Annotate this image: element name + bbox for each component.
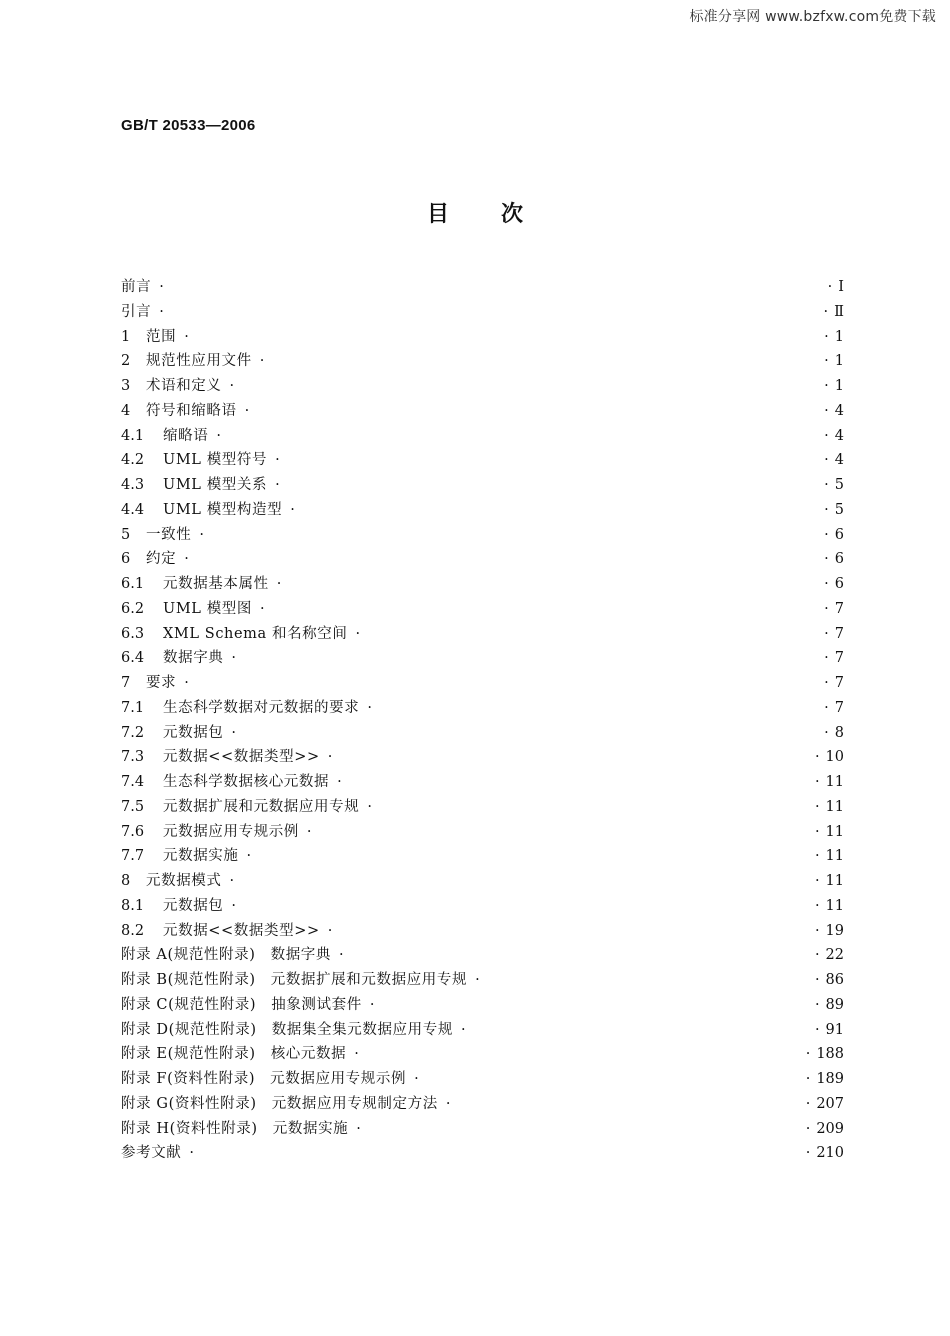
leader-dot: · <box>354 1046 359 1063</box>
toc-entry-page: 1 <box>834 328 844 345</box>
toc-entry-title: 符号和缩略语 <box>146 402 237 419</box>
toc-entry[interactable] <box>121 1092 844 1117</box>
standard-code: GB/T 20533—2006 <box>121 117 256 134</box>
leader-dot: · <box>824 402 829 419</box>
leader-dot: · <box>814 749 820 766</box>
toc-entry-number: 8.2 <box>121 922 145 939</box>
toc-entry[interactable] <box>121 399 844 424</box>
leader-dot: · <box>824 452 829 469</box>
toc-entry-title: 附录 F(资料性附录) 元数据应用专规示例 <box>121 1071 407 1087</box>
toc-entry-title: 一致性 <box>146 526 192 543</box>
leader-dot: · <box>824 699 829 716</box>
toc-entry-number: 7.1 <box>121 699 145 716</box>
leader-dot: · <box>814 922 820 939</box>
toc-entry-title: XML Schema 和名称空间 <box>163 625 348 642</box>
leader-dot: · <box>814 897 820 914</box>
leader-dot: · <box>369 996 375 1013</box>
toc-entry-number: 7.6 <box>121 823 145 840</box>
leader-dot: · <box>824 526 829 543</box>
toc-entry-number: 4.2 <box>121 452 145 469</box>
leader-dot: · <box>445 1095 451 1112</box>
leader-dot: · <box>814 972 820 988</box>
leader-dot: · <box>824 378 829 394</box>
toc-entry[interactable] <box>121 1067 844 1092</box>
leader-dot: · <box>275 477 280 493</box>
leader-dot: · <box>229 378 235 394</box>
toc-entry-page: Ⅰ <box>838 279 844 295</box>
toc-entry-page: 11 <box>825 774 844 790</box>
leader-dot: · <box>246 848 252 865</box>
toc-entry[interactable] <box>121 523 844 548</box>
toc-entry-title: 元数据扩展和元数据应用专规 <box>163 798 360 815</box>
toc-entry-number: 4.1 <box>121 427 145 444</box>
toc-entry-number: 7.2 <box>121 724 145 741</box>
toc-entry-number: 7.3 <box>121 749 145 766</box>
toc-entry-number: 4 <box>121 402 131 419</box>
leader-dot: · <box>824 600 829 617</box>
toc-entry-page: 7 <box>834 600 844 617</box>
leader-dot: · <box>823 303 829 320</box>
leader-dot: · <box>475 972 480 988</box>
watermark: 标准分享网 www.bzfxw.com免费下载 <box>689 9 936 25</box>
leader-dot: · <box>339 947 344 964</box>
toc-entry-title: 元数据包 <box>163 897 224 914</box>
toc-entry-number: 2 <box>121 353 131 370</box>
leader-dot: · <box>356 1120 361 1137</box>
toc-entry-title: 引言 <box>121 303 152 320</box>
toc-entry-number: 3 <box>121 378 131 394</box>
leader-dot: · <box>824 650 829 667</box>
toc-entry[interactable] <box>121 943 844 968</box>
leader-dot: · <box>327 749 333 766</box>
toc-entry-title: 数据字典 <box>163 650 224 667</box>
toc-entry[interactable] <box>121 894 844 919</box>
toc-entry[interactable] <box>121 448 844 473</box>
toc-entry[interactable] <box>121 696 844 721</box>
leader-dot: · <box>814 774 820 790</box>
toc-entry[interactable] <box>121 300 844 325</box>
toc-entry-title: 缩略语 <box>163 427 209 444</box>
toc-entry-title: 术语和定义 <box>146 378 222 394</box>
table-of-contents <box>121 275 844 1166</box>
leader-dot: · <box>814 798 820 815</box>
toc-entry[interactable] <box>121 869 844 894</box>
leader-dot: · <box>159 303 164 320</box>
toc-entry-number: 7.4 <box>121 774 145 790</box>
leader-dot: · <box>355 625 361 642</box>
toc-entry-page: 5 <box>834 501 844 518</box>
leader-dot: · <box>805 1120 811 1137</box>
leader-dot: · <box>229 873 235 889</box>
toc-entry-page: 6 <box>834 576 844 592</box>
toc-entry[interactable] <box>121 424 844 449</box>
toc-entry-page: 11 <box>825 873 844 889</box>
toc-entry-title: 元数据基本属性 <box>163 576 269 592</box>
toc-entry-page: 11 <box>825 798 844 815</box>
leader-dot: · <box>805 1145 811 1162</box>
leader-dot: · <box>184 328 189 345</box>
toc-entry-title: 附录 B(规范性附录) 元数据扩展和元数据应用专规 <box>121 972 468 988</box>
toc-entry-title: 前言 <box>121 279 152 295</box>
toc-entry-page: 4 <box>834 402 844 419</box>
toc-entry-title: 参考文献 <box>121 1145 182 1162</box>
toc-entry-page: 7 <box>834 625 844 642</box>
toc-entry-page: 1 <box>834 378 844 394</box>
toc-entry-title: 要求 <box>146 675 177 691</box>
toc-entry-page: 10 <box>825 749 844 766</box>
leader-dot: · <box>276 576 282 592</box>
toc-entry-number: 6.4 <box>121 650 145 667</box>
toc-entry-number: 4.4 <box>121 501 145 518</box>
toc-entry[interactable] <box>121 1018 844 1043</box>
toc-entry-page: 19 <box>825 922 844 939</box>
toc-entry-page: 210 <box>816 1145 844 1162</box>
leader-dot: · <box>824 328 829 345</box>
toc-entry-title: 生态科学数据核心元数据 <box>163 774 330 790</box>
toc-entry[interactable] <box>121 349 844 374</box>
toc-entry[interactable] <box>121 820 844 845</box>
toc-entry-page: 11 <box>825 848 844 865</box>
leader-dot: · <box>159 279 164 295</box>
leader-dot: · <box>184 551 189 568</box>
leader-dot: · <box>824 501 829 518</box>
leader-dot: · <box>824 724 829 741</box>
toc-entry-number: 5 <box>121 526 131 543</box>
leader-dot: · <box>824 576 829 592</box>
leader-dot: · <box>805 1071 811 1087</box>
toc-entry[interactable] <box>121 1117 844 1142</box>
toc-entry[interactable] <box>121 622 844 647</box>
toc-entry[interactable] <box>121 745 844 770</box>
toc-entry-title: 附录 A(规范性附录) 数据字典 <box>121 947 331 964</box>
toc-entry-number: 6.2 <box>121 600 145 617</box>
toc-entry-title: UML 模型图 <box>163 600 253 617</box>
toc-entry-page: 11 <box>825 897 844 914</box>
leader-dot: · <box>814 823 820 840</box>
leader-dot: · <box>244 402 250 419</box>
toc-entry-title: UML 模型关系 <box>163 477 268 493</box>
toc-entry-title: 元数据<<数据类型>> <box>163 922 320 939</box>
leader-dot: · <box>290 501 295 518</box>
leader-dot: · <box>805 1046 811 1063</box>
toc-entry-page: 7 <box>834 699 844 716</box>
leader-dot: · <box>189 1145 195 1162</box>
toc-entry-page: 6 <box>834 551 844 568</box>
leader-dot: · <box>367 699 372 716</box>
toc-entry[interactable] <box>121 993 844 1018</box>
toc-entry-title: 元数据模式 <box>146 873 222 889</box>
toc-entry[interactable] <box>121 968 844 993</box>
toc-entry[interactable] <box>121 1042 844 1067</box>
toc-entry-page: 4 <box>834 427 844 444</box>
leader-dot: · <box>337 774 342 790</box>
toc-entry-title: 附录 C(规范性附录) 抽象测试套件 <box>121 996 362 1013</box>
leader-dot: · <box>814 848 820 865</box>
toc-entry-page: 89 <box>825 996 844 1013</box>
toc-entry-page: 22 <box>825 947 844 964</box>
toc-entry-number: 8 <box>121 873 131 889</box>
toc-entry-page: 91 <box>825 1021 844 1038</box>
toc-entry-title: 附录 E(规范性附录) 核心元数据 <box>121 1046 347 1063</box>
leader-dot: · <box>216 427 221 444</box>
toc-entry[interactable] <box>121 325 844 350</box>
leader-dot: · <box>184 675 189 691</box>
toc-entry-number: 6.1 <box>121 576 145 592</box>
toc-entry-page: 8 <box>834 724 844 741</box>
toc-entry-number: 7.5 <box>121 798 145 815</box>
toc-entry-title: 范围 <box>146 328 177 345</box>
toc-entry[interactable] <box>121 374 844 399</box>
leader-dot: · <box>824 625 829 642</box>
toc-entry-page: 189 <box>816 1071 844 1087</box>
leader-dot: · <box>814 947 820 964</box>
toc-entry-page: 5 <box>834 477 844 493</box>
leader-dot: · <box>199 526 204 543</box>
leader-dot: · <box>814 873 820 889</box>
toc-entry[interactable] <box>121 498 844 523</box>
leader-dot: · <box>260 600 265 617</box>
toc-entry-page: 86 <box>825 972 844 988</box>
toc-entry[interactable] <box>121 795 844 820</box>
leader-dot: · <box>231 897 237 914</box>
toc-entry[interactable] <box>121 671 844 696</box>
toc-entry-page: 6 <box>834 526 844 543</box>
toc-entry[interactable] <box>121 770 844 795</box>
toc-entry-page: 7 <box>834 650 844 667</box>
toc-entry-page: 188 <box>816 1046 844 1063</box>
toc-entry-number: 1 <box>121 328 131 345</box>
leader-dot: · <box>306 823 312 840</box>
leader-dot: · <box>367 798 372 815</box>
toc-entry-title: UML 模型符号 <box>163 452 268 469</box>
toc-entry-page: 1 <box>834 353 844 370</box>
leader-dot: · <box>805 1095 811 1112</box>
toc-entry-title: 元数据应用专规示例 <box>163 823 299 840</box>
toc-entry-page: 207 <box>816 1095 844 1112</box>
leader-dot: · <box>259 353 265 370</box>
leader-dot: · <box>824 427 829 444</box>
toc-entry[interactable] <box>121 919 844 944</box>
toc-entry[interactable] <box>121 597 844 622</box>
toc-entry-number: 8.1 <box>121 897 145 914</box>
leader-dot: · <box>824 477 829 493</box>
toc-entry[interactable] <box>121 572 844 597</box>
toc-entry[interactable] <box>121 1141 844 1166</box>
leader-dot: · <box>414 1071 419 1087</box>
toc-entry-page: 7 <box>834 675 844 691</box>
leader-dot: · <box>327 922 333 939</box>
toc-entry-title: 附录 H(资料性附录) 元数据实施 <box>121 1120 349 1137</box>
toc-entry[interactable] <box>121 473 844 498</box>
toc-entry[interactable] <box>121 547 844 572</box>
toc-entry[interactable] <box>121 721 844 746</box>
toc-entry-title: 元数据包 <box>163 724 224 741</box>
leader-dot: · <box>814 996 820 1013</box>
toc-entry-title: 元数据<<数据类型>> <box>163 749 320 766</box>
leader-dot: · <box>275 452 280 469</box>
toc-entry-title: 规范性应用文件 <box>146 353 252 370</box>
page-title: 目次 <box>426 202 575 227</box>
toc-entry-number: 7 <box>121 675 131 691</box>
toc-entry-page: Ⅱ <box>834 303 844 320</box>
leader-dot: · <box>814 1021 820 1038</box>
toc-entry-title: 生态科学数据对元数据的要求 <box>163 699 360 716</box>
toc-entry-number: 4.3 <box>121 477 145 493</box>
toc-entry-title: 附录 G(资料性附录) 元数据应用专规制定方法 <box>121 1095 438 1112</box>
toc-entry-title: 元数据实施 <box>163 848 239 865</box>
leader-dot: · <box>827 279 833 295</box>
toc-entry-page: 11 <box>825 823 844 840</box>
toc-entry[interactable] <box>121 844 844 869</box>
leader-dot: · <box>824 353 829 370</box>
toc-entry-page: 209 <box>816 1120 844 1137</box>
leader-dot: · <box>824 675 829 691</box>
toc-entry[interactable] <box>121 646 844 671</box>
toc-entry-title: 约定 <box>146 551 177 568</box>
toc-entry-title: UML 模型构造型 <box>163 501 283 518</box>
toc-entry-page: 4 <box>834 452 844 469</box>
leader-dot: · <box>824 551 829 568</box>
leader-dot: · <box>460 1021 466 1038</box>
toc-entry[interactable] <box>121 275 844 300</box>
leader-dot: · <box>231 724 237 741</box>
toc-entry-number: 6.3 <box>121 625 145 642</box>
toc-entry-number: 7.7 <box>121 848 145 865</box>
toc-entry-number: 6 <box>121 551 131 568</box>
leader-dot: · <box>231 650 237 667</box>
toc-entry-title: 附录 D(规范性附录) 数据集全集元数据应用专规 <box>121 1021 453 1038</box>
